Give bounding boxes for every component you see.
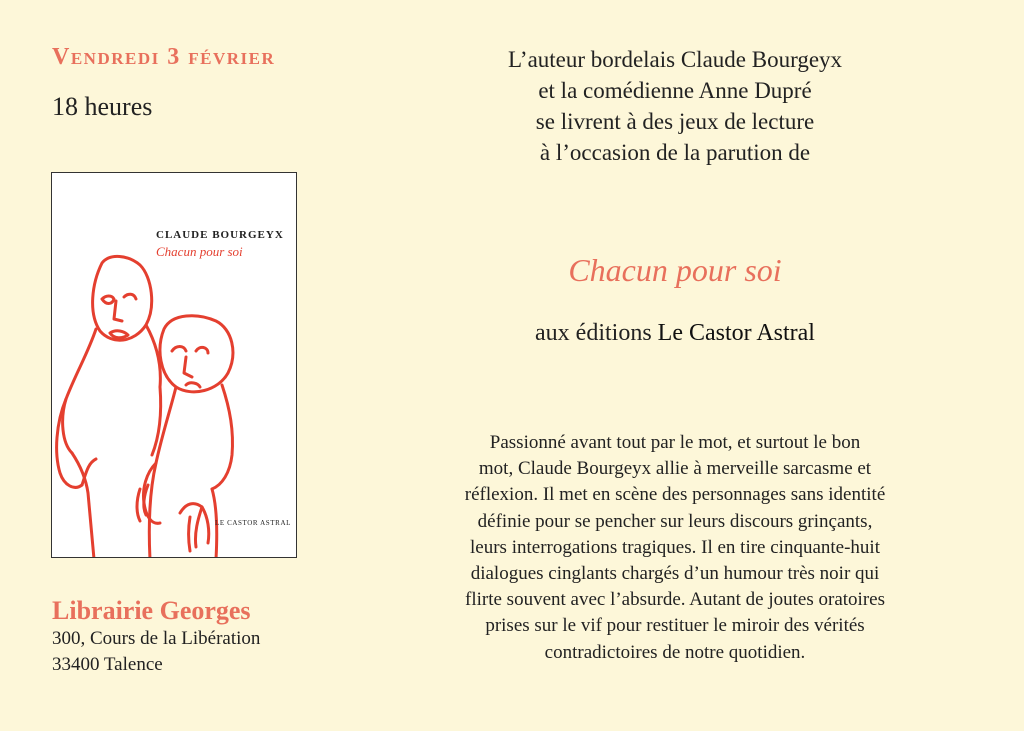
event-date: Vendredi 3 février [52, 44, 276, 70]
description-line: flirte souvent avec l’absurde. Autant de joutes oratoires [465, 589, 885, 611]
intro-text [430, 44, 920, 168]
book-cover [51, 172, 297, 558]
editions-line [430, 320, 920, 347]
cover-title: Chacun pour soi [156, 244, 243, 259]
cover-author: CLAUDE BOURGEYX [156, 229, 284, 241]
intro-line: à l’occasion de la parution de [539, 140, 811, 165]
intro-line: L’auteur bordelais Claude Bourgeyx [507, 47, 843, 72]
description-line: Passionné avant tout par le mot, et surtout le bon [489, 432, 861, 453]
venue-address-line1: 300, Cours de la Libération [52, 628, 261, 649]
intro-line: et la comédienne Anne Dupré [538, 78, 812, 103]
venue-address-line2: 33400 Talence [52, 654, 163, 675]
cover-publisher: LE CASTOR ASTRAL [215, 519, 291, 527]
description-line: leurs interrogations tragiques. Il en tire cinquante-huit [470, 536, 880, 558]
description-line: réflexion. Il met en scène des personnages sans identité [464, 484, 886, 506]
book-title: Chacun pour soi [568, 252, 782, 288]
book-description [405, 430, 945, 666]
intro-line: se livrent à des jeux de lecture [535, 109, 815, 134]
description-line: mot, Claude Bourgeyx allie à merveille sarcasme et [478, 458, 872, 480]
editions-publisher: Le Castor Astral [657, 320, 815, 346]
description-line: définie pour se pencher sur leurs discours grinçants, [477, 510, 873, 532]
description-line: prises sur le vif pour restituer le miroir des vérités [485, 615, 865, 637]
event-time: 18 heures [52, 92, 153, 121]
description-line: dialogues cinglants chargés d’un humour très noir qui [470, 563, 880, 585]
description-line: contradictoires de notre quotidien. [544, 641, 806, 663]
editions-prefix: aux éditions [535, 320, 652, 346]
venue-name: Librairie Georges [52, 596, 251, 625]
